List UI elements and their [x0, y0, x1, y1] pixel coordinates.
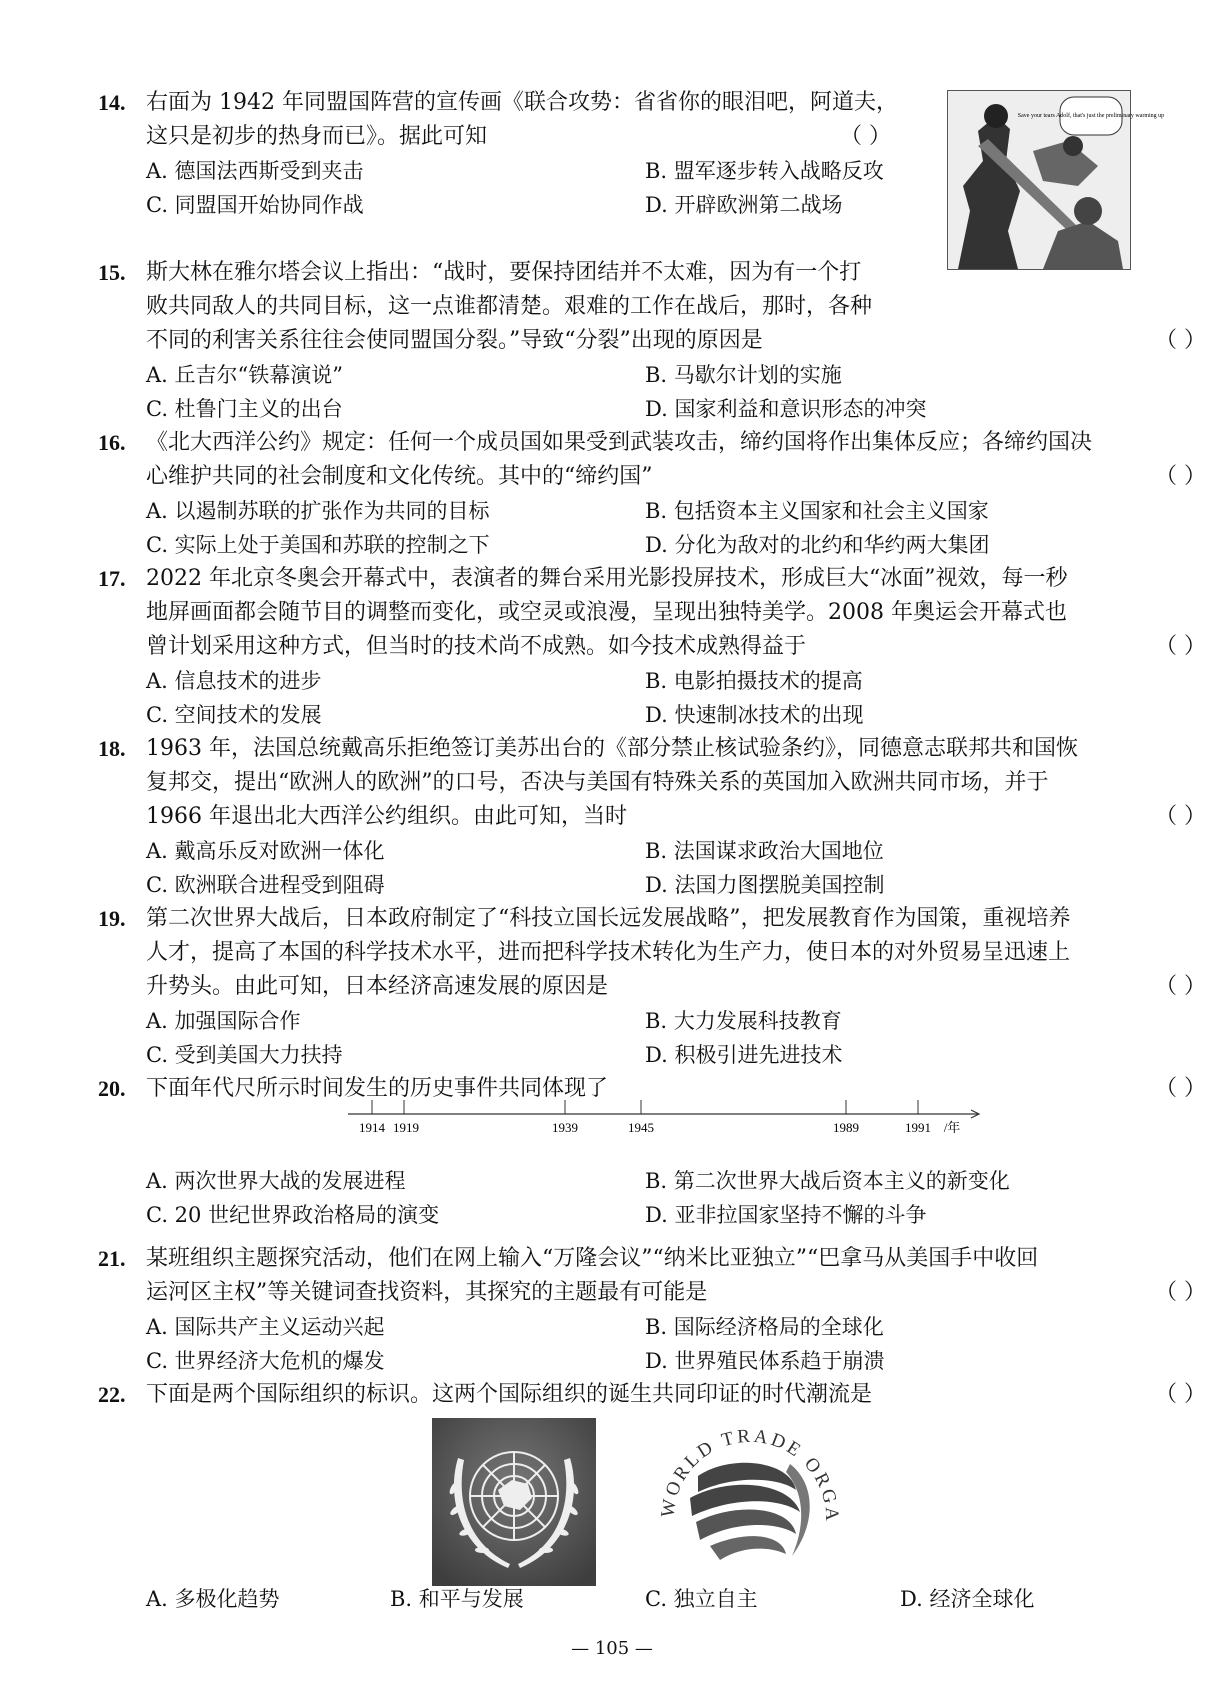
wto-text: WORLD TRADE ORGA [657, 1425, 843, 1524]
wto-logo-image [640, 1394, 860, 1590]
answer-bracket: （ ） [1155, 1280, 1206, 1305]
option-a[interactable]: A. 信息技术的进步 [146, 669, 322, 693]
question-stem-line: 某班组织主题探究活动，他们在网上输入“万隆会议”“纳米比亚独立”“巴拿马从美国手中收回 [146, 1246, 1039, 1271]
option-c[interactable]: C. 20 世纪世界政治格局的演变 [146, 1203, 440, 1227]
option-a[interactable]: A. 丘吉尔“铁幕演说” [146, 363, 343, 387]
option-b[interactable]: B. 包括资本主义国家和社会主义国家 [645, 499, 989, 523]
question-stem-line: 地屏画面都会随节目的调整而变化，或空灵或浪漫，呈现出独特美学。2008 年奥运会开幕式也 [146, 600, 1067, 625]
year-label: 1989 [833, 1120, 859, 1135]
option-b[interactable]: B. 电影拍摄技术的提高 [645, 669, 863, 693]
year-label: 1914 [359, 1120, 385, 1135]
answer-bracket: （ ） [1155, 464, 1206, 489]
poster-caption: Save your tears Adolf, that's just the preliminary warming up [1017, 113, 1165, 119]
question-number: 17. [98, 566, 126, 591]
svg-text:WORLD TRADE ORGANIZATION [640, 1394, 842, 1524]
question-stem-line: 下面年代尺所示时间发生的历史事件共同体现了 [146, 1076, 609, 1101]
option-d[interactable]: D. 法国力图摆脱美国控制 [645, 873, 885, 897]
un-emblem-image [432, 1418, 596, 1586]
option-a[interactable]: A. 德国法西斯受到夹击 [146, 159, 364, 183]
option-c[interactable]: C. 欧洲联合进程受到阻碍 [146, 873, 385, 897]
year-label: 1945 [628, 1120, 654, 1135]
option-c[interactable]: C. 独立自主 [645, 1587, 758, 1611]
option-d[interactable]: D. 积极引进先进技术 [645, 1043, 843, 1067]
question-stem-line: 第二次世界大战后，日本政府制定了“科技立国长远发展战略”，把发展教育作为国策，重视培养 [146, 906, 1071, 931]
question-number: 14. [98, 90, 126, 115]
option-d[interactable]: D. 分化为敌对的北约和华约两大集团 [645, 533, 990, 557]
option-d[interactable]: D. 快速制冰技术的出现 [645, 703, 864, 727]
question-stem-line: 斯大林在雅尔塔会议上指出：“战时，要保持团结并不太难，因为有一个打 [146, 260, 862, 285]
question-stem-line: 《北大西洋公约》规定：任何一个成员国如果受到武装攻击，缔约国将作出集体反应；各缔约国决 [146, 430, 1093, 455]
answer-bracket: （ ） [1155, 1076, 1206, 1101]
question-stem-line: 人才，提高了本国的科学技术水平，进而把科学技术转化为生产力，使日本的对外贸易呈迅速上 [146, 940, 1071, 965]
question-number: 18. [98, 736, 126, 761]
option-d[interactable]: D. 世界殖民体系趋于崩溃 [645, 1349, 885, 1373]
question-stem-line: 下面是两个国际组织的标识。这两个国际组织的诞生共同印证的时代潮流是 [146, 1382, 873, 1407]
year-label: 1991 [905, 1120, 931, 1135]
option-c[interactable]: C. 实际上处于美国和苏联的控制之下 [146, 533, 490, 557]
option-d[interactable]: D. 国家利益和意识形态的冲突 [645, 397, 927, 421]
year-label: 1919 [393, 1120, 419, 1135]
option-b[interactable]: B. 大力发展科技教育 [645, 1009, 842, 1033]
option-c[interactable]: C. 杜鲁门主义的出台 [146, 397, 343, 421]
propaganda-poster-image [947, 90, 1165, 270]
question-stem-line: 升势头。由此可知，日本经济高速发展的原因是 [146, 974, 609, 999]
page-number: — 105 — [571, 1638, 653, 1659]
question-stem-line: 曾计划采用这种方式，但当时的技术尚不成熟。如今技术成熟得益于 [146, 634, 807, 659]
option-a[interactable]: A. 国际共产主义运动兴起 [146, 1315, 385, 1339]
answer-bracket: （ ） [1155, 328, 1206, 353]
question-number: 19. [98, 906, 126, 931]
option-b[interactable]: B. 和平与发展 [390, 1587, 524, 1611]
timeline-ruler [340, 1088, 980, 1138]
option-d[interactable]: D. 亚非拉国家坚持不懈的斗争 [645, 1203, 927, 1227]
answer-bracket: （ ） [1155, 634, 1206, 659]
option-a[interactable]: A. 多极化趋势 [146, 1587, 280, 1611]
question-stem-line: 不同的利害关系往往会使同盟国分裂。”导致“分裂”出现的原因是 [146, 328, 763, 353]
year-label: 1939 [552, 1120, 578, 1135]
question-stem-line: 1966 年退出北大西洋公约组织。由此可知，当时 [146, 804, 627, 829]
question-stem-line: 这只是初步的热身而已》。据此可知 [146, 124, 488, 149]
option-b[interactable]: B. 第二次世界大战后资本主义的新变化 [645, 1169, 1010, 1193]
option-a[interactable]: A. 戴高乐反对欧洲一体化 [146, 839, 385, 863]
option-c[interactable]: C. 世界经济大危机的爆发 [146, 1349, 385, 1373]
question-stem-line: 右面为 1942 年同盟国阵营的宣传画《联合攻势：省省你的眼泪吧，阿道夫， [146, 90, 898, 115]
question-number: 15. [98, 260, 126, 285]
question-stem-line: 败共同敌人的共同目标，这一点谁都清楚。艰难的工作在战后，那时，各种 [146, 294, 873, 319]
option-d[interactable]: D. 经济全球化 [900, 1587, 1035, 1611]
option-c[interactable]: C. 空间技术的发展 [146, 703, 322, 727]
question-stem-line: 1963 年，法国总统戴高乐拒绝签订美苏出台的《部分禁止核试验条约》，同德意志联邦共和国恢 [146, 736, 1078, 761]
answer-bracket: （ ） [840, 124, 891, 149]
option-a[interactable]: A. 以遏制苏联的扩张作为共同的目标 [146, 499, 490, 523]
answer-bracket: （ ） [1155, 804, 1206, 829]
wto-swirl-icon [690, 1463, 810, 1560]
option-c[interactable]: C. 受到美国大力扶持 [146, 1043, 343, 1067]
question-number: 22. [98, 1382, 126, 1407]
option-a[interactable]: A. 两次世界大战的发展进程 [146, 1169, 406, 1193]
option-b[interactable]: B. 盟军逐步转入战略反攻 [645, 159, 884, 183]
question-number: 20. [98, 1076, 126, 1101]
question-number: 21. [98, 1246, 126, 1271]
question-stem-line: 复邦交，提出“欧洲人的欧洲”的口号，否决与美国有特殊关系的英国加入欧洲共同市场，并于 [146, 770, 1049, 795]
option-b[interactable]: B. 马歇尔计划的实施 [645, 363, 842, 387]
question-stem-line: 心维护共同的社会制度和文化传统。其中的“缔约国” [146, 464, 653, 489]
option-d[interactable]: D. 开辟欧洲第二战场 [645, 193, 843, 217]
answer-bracket: （ ） [1155, 974, 1206, 999]
unit-label: /年 [943, 1120, 961, 1135]
option-b[interactable]: B. 法国谋求政治大国地位 [645, 839, 884, 863]
question-number: 16. [98, 430, 126, 455]
question-stem-line: 2022 年北京冬奥会开幕式中，表演者的舞台采用光影投屏技术，形成巨大“冰面”视效，每一秒 [146, 566, 1068, 591]
question-stem-line: 运河区主权”等关键词查找资料，其探究的主题最有可能是 [146, 1280, 708, 1305]
option-c[interactable]: C. 同盟国开始协同作战 [146, 193, 364, 217]
option-b[interactable]: B. 国际经济格局的全球化 [645, 1315, 884, 1339]
answer-bracket: （ ） [1155, 1382, 1206, 1407]
option-a[interactable]: A. 加强国际合作 [146, 1009, 301, 1033]
